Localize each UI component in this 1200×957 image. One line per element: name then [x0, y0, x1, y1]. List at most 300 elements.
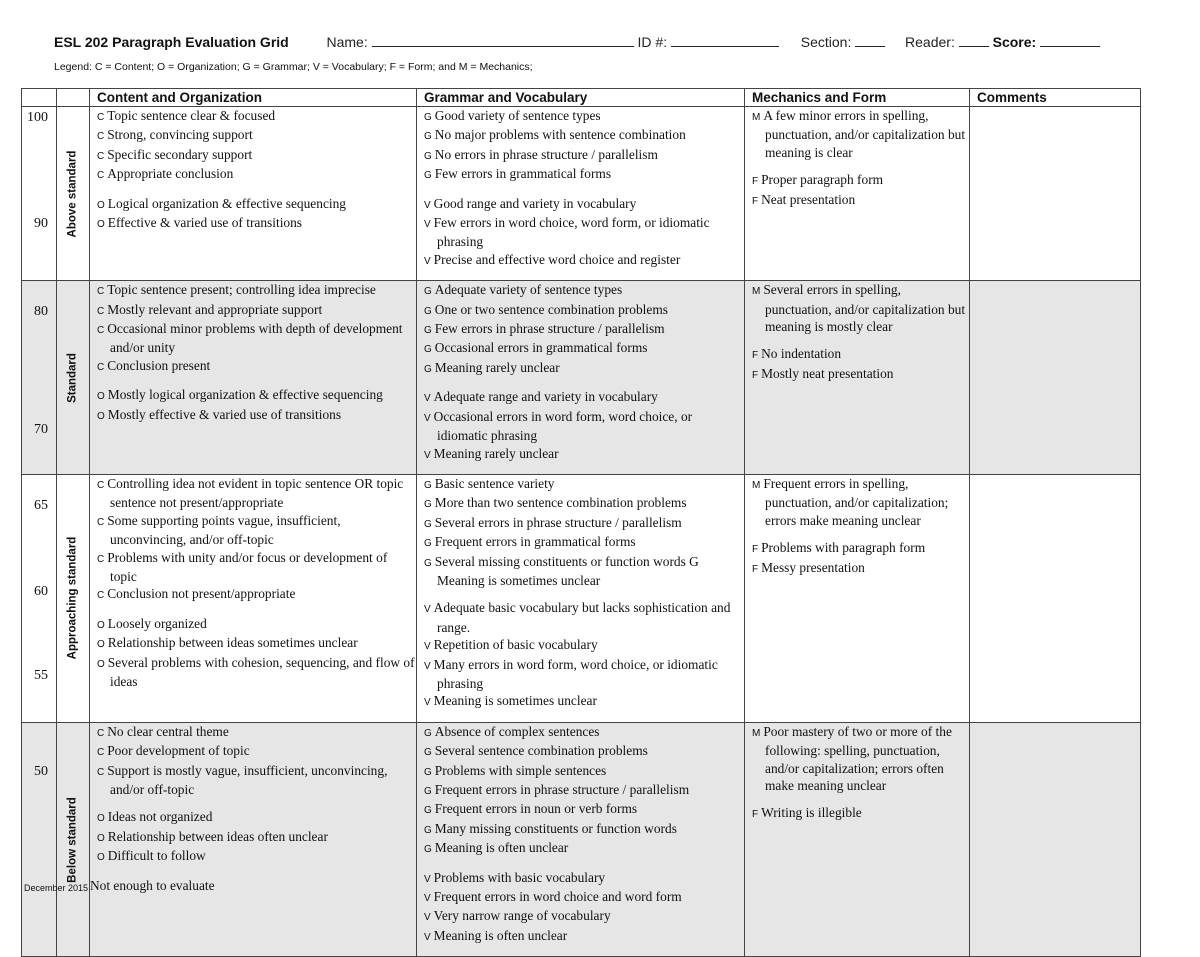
- criterion-item: [417, 339, 744, 358]
- criterion-item: [90, 877, 416, 894]
- criterion-code: G: [424, 766, 432, 778]
- criterion-code: V: [424, 660, 431, 672]
- criterion-item: [417, 514, 744, 533]
- criterion-code: M: [752, 286, 761, 298]
- criterion-text: Occasional errors in word form, word choice, or idiomatic phrasing: [433, 408, 693, 444]
- criterion-code: G: [424, 112, 432, 123]
- criterion-item: [745, 281, 969, 335]
- criterion-text: Proper paragraph form: [761, 172, 884, 188]
- mechanics-cell: [745, 107, 970, 281]
- criterion-code: G: [424, 805, 432, 817]
- criterion-text: Very narrow range of vocabulary: [433, 908, 611, 924]
- criterion-text: Relationship between ideas sometimes unclear: [107, 635, 358, 651]
- criterion-text: Few errors in word choice, word form, or idiomatic phrasing: [433, 215, 710, 250]
- grammar-cell: [417, 107, 745, 281]
- column-header-content: Content and Organization: [90, 89, 417, 107]
- band-column-header: [57, 89, 90, 107]
- criterion-text: Several sentence combination problems: [434, 743, 648, 759]
- comments-cell[interactable]: [970, 722, 1141, 956]
- band-label-cell: [57, 107, 90, 281]
- criterion-item: [417, 742, 744, 761]
- criterion-item: [90, 214, 416, 233]
- criterion-code: C: [97, 170, 105, 182]
- legend: Legend: C = Content; O = Organization; G = Grammar; V = Vocabulary; F = Form; and M = Mechanics;: [54, 61, 533, 73]
- score-value: 65: [34, 497, 48, 513]
- criterion-text: Mostly logical organization & effective sequencing: [107, 387, 383, 403]
- criterion-item: [417, 281, 744, 300]
- criterion-code: V: [424, 449, 431, 461]
- criterion-text: Ideas not organized: [107, 809, 213, 825]
- criterion-code: C: [97, 286, 105, 298]
- criteria-group: [90, 615, 416, 691]
- criterion-code: C: [97, 131, 105, 143]
- score-label: Score:: [992, 34, 1037, 50]
- criterion-code: V: [424, 219, 431, 231]
- criterion-item: [90, 634, 416, 653]
- criterion-code: C: [97, 766, 105, 778]
- criteria-group: [417, 388, 744, 464]
- criterion-text: Absence of complex sentences: [434, 723, 600, 739]
- criterion-code: G: [424, 824, 432, 836]
- criterion-item: [90, 195, 416, 214]
- band-label: Below standard: [66, 796, 79, 883]
- header-row: [22, 89, 1141, 107]
- criterion-item: [90, 386, 416, 405]
- criterion-item: [90, 828, 416, 847]
- criterion-code: O: [97, 199, 105, 211]
- criterion-text: No clear central theme: [107, 723, 229, 739]
- criterion-code: G: [424, 844, 432, 856]
- criterion-code: G: [424, 557, 432, 569]
- criterion-item: [90, 654, 416, 691]
- criterion-item: [90, 406, 416, 425]
- mechanics-cell: [745, 474, 970, 722]
- criterion-text: Topic sentence present; controlling idea imprecise: [107, 282, 376, 298]
- criterion-item: [417, 820, 744, 839]
- criterion-item: [417, 359, 744, 378]
- criterion-text: Support is mostly vague, insufficient, unconvincing, and/or off-topic: [107, 762, 388, 797]
- criterion-item: [745, 475, 969, 529]
- criteria-group: [745, 345, 969, 384]
- criterion-code: V: [424, 412, 431, 424]
- criterion-item: [745, 804, 969, 823]
- criterion-code: F: [752, 195, 759, 207]
- criterion-item: [90, 107, 416, 126]
- criterion-code: F: [752, 350, 759, 362]
- criterion-code: G: [424, 131, 432, 143]
- score-range-cell: [22, 474, 57, 722]
- criterion-text: Poor development of topic: [107, 743, 250, 759]
- criterion-text: Few errors in grammatical forms: [434, 166, 612, 182]
- criterion-item: [745, 365, 969, 384]
- criterion-item: [90, 762, 416, 799]
- criterion-code: G: [424, 363, 432, 375]
- band-label: Above standard: [66, 150, 79, 238]
- criterion-code: F: [752, 176, 759, 188]
- criterion-code: C: [97, 727, 105, 739]
- criterion-item: [417, 126, 744, 145]
- criteria-group: [417, 869, 744, 947]
- criteria-group: [417, 281, 744, 378]
- criterion-text: Not enough to evaluate: [90, 877, 215, 893]
- criterion-item: [90, 808, 416, 827]
- score-column-header: [22, 89, 57, 107]
- criterion-item: [417, 165, 744, 184]
- criterion-item: [417, 195, 744, 214]
- criterion-code: O: [97, 852, 105, 864]
- criterion-code: G: [424, 727, 432, 739]
- criterion-text: Effective & varied use of transitions: [107, 215, 303, 231]
- criteria-group: [90, 723, 416, 799]
- criterion-text: Problems with paragraph form: [761, 540, 926, 556]
- criterion-item: [417, 146, 744, 165]
- criterion-code: F: [752, 809, 759, 821]
- criterion-code: C: [97, 479, 105, 491]
- criterion-text: Frequent errors in phrase structure / parallelism: [434, 782, 690, 797]
- criteria-group: [745, 723, 969, 795]
- criterion-code: M: [752, 727, 761, 739]
- criteria-group: [90, 281, 416, 376]
- criterion-text: Frequent errors in spelling, punctuation, and/or capitalization; errors make meaning unclear: [763, 475, 949, 528]
- band-label-cell: [57, 474, 90, 722]
- criterion-code: F: [752, 563, 759, 575]
- score-range-cell: [22, 107, 57, 281]
- criterion-item: [417, 599, 744, 636]
- criterion-code: G: [424, 747, 432, 759]
- criterion-item: [417, 927, 744, 946]
- content-cell: [90, 474, 417, 722]
- header-line: [54, 33, 1144, 53]
- criterion-code: C: [97, 325, 105, 337]
- criterion-text: Basic sentence variety: [434, 475, 555, 491]
- criterion-text: Precise and effective word choice and register: [433, 251, 681, 267]
- criterion-item: [90, 549, 416, 586]
- criteria-group: [417, 107, 744, 185]
- criterion-item: [417, 214, 744, 251]
- criterion-text: Loosely organized: [107, 615, 207, 631]
- criterion-item: [417, 301, 744, 320]
- criterion-item: [90, 585, 416, 604]
- criterion-text: Poor mastery of two or more of the following: spelling, punctuation, and/or capitalization; errors often make meaning unclear: [763, 723, 952, 793]
- criterion-text: Problems with basic vocabulary: [433, 869, 606, 885]
- criterion-item: [745, 191, 969, 210]
- criterion-code: C: [97, 361, 105, 373]
- band-row: [22, 281, 1141, 475]
- criterion-code: O: [97, 410, 105, 422]
- content-cell: [90, 281, 417, 475]
- criterion-item: [90, 742, 416, 761]
- page-title: ESL 202 Paragraph Evaluation Grid: [54, 34, 289, 50]
- band-row: [22, 474, 1141, 722]
- criterion-code: M: [752, 479, 761, 491]
- criterion-code: G: [424, 538, 432, 550]
- column-header-grammar: Grammar and Vocabulary: [417, 89, 745, 107]
- criterion-text: Frequent errors in grammatical forms: [434, 534, 636, 550]
- criteria-group: [90, 475, 416, 605]
- criterion-item: [417, 800, 744, 819]
- criterion-text: A few minor errors in spelling, punctuation, and/or capitalization but meaning is clear: [763, 108, 966, 160]
- criterion-text: Meaning is often unclear: [433, 927, 568, 943]
- criterion-item: [417, 781, 744, 800]
- score-range-cell: [22, 281, 57, 475]
- criteria-group: [90, 195, 416, 234]
- mechanics-cell: [745, 722, 970, 956]
- criterion-text: Mostly effective & varied use of transitions: [107, 406, 342, 422]
- criterion-item: [90, 146, 416, 165]
- criterion-code: C: [97, 590, 105, 602]
- criterion-text: Several missing constituents or function words G Meaning is sometimes unclear: [434, 553, 699, 588]
- criterion-code: O: [97, 658, 105, 670]
- criterion-code: G: [424, 170, 432, 182]
- criteria-group: [745, 475, 969, 529]
- criterion-code: G: [424, 305, 432, 317]
- criterion-item: [417, 408, 744, 445]
- criterion-text: Frequent errors in noun or verb forms: [434, 801, 638, 817]
- criterion-text: Messy presentation: [761, 559, 865, 575]
- criteria-group: [90, 386, 416, 425]
- criterion-item: [417, 107, 744, 126]
- criterion-text: Good variety of sentence types: [434, 108, 601, 123]
- criterion-item: [90, 723, 416, 742]
- criterion-text: Strong, convincing support: [107, 127, 253, 143]
- criterion-text: Problems with unity and/or focus or development of topic: [107, 549, 388, 584]
- criterion-item: [417, 533, 744, 552]
- column-header-mechanics: Mechanics and Form: [745, 89, 970, 107]
- criterion-text: Many missing constituents or function words: [434, 820, 677, 836]
- criterion-text: Several errors in phrase structure / parallelism: [434, 514, 682, 530]
- score-value: 80: [34, 304, 48, 320]
- criterion-text: Many errors in word form, word choice, or idiomatic phrasing: [433, 656, 718, 691]
- criterion-code: F: [752, 369, 759, 381]
- criterion-text: Meaning is often unclear: [434, 840, 569, 856]
- content-cell: [90, 722, 417, 956]
- criterion-code: O: [97, 639, 105, 651]
- criterion-code: G: [424, 150, 432, 162]
- criterion-code: G: [424, 499, 432, 511]
- criterion-code: V: [424, 393, 431, 405]
- criterion-code: V: [424, 641, 431, 653]
- criterion-item: [90, 281, 416, 300]
- criterion-code: G: [424, 786, 432, 797]
- criterion-code: G: [424, 325, 432, 337]
- criterion-item: [417, 553, 744, 590]
- score-value: 50: [34, 763, 48, 779]
- criterion-code: V: [424, 912, 431, 924]
- criterion-item: [417, 762, 744, 781]
- reader-label: Reader:: [905, 34, 955, 50]
- criteria-group: [90, 107, 416, 185]
- criterion-text: Relationship between ideas often unclear: [107, 828, 328, 844]
- criterion-item: [90, 615, 416, 634]
- band-row: [22, 107, 1141, 281]
- criterion-text: Meaning rarely unclear: [434, 359, 560, 375]
- grammar-cell: [417, 281, 745, 475]
- criterion-item: [417, 888, 744, 907]
- criterion-code: C: [97, 150, 105, 162]
- criterion-code: G: [424, 518, 432, 530]
- criterion-text: Meaning is sometimes unclear: [433, 693, 597, 709]
- criterion-item: [417, 475, 744, 494]
- criterion-item: [745, 171, 969, 190]
- criterion-text: Adequate basic vocabulary but lacks sophistication and range.: [433, 600, 731, 635]
- criterion-text: Meaning rarely unclear: [433, 445, 559, 461]
- criteria-group: [745, 804, 969, 823]
- criterion-code: C: [97, 516, 105, 528]
- criteria-group: [745, 281, 969, 335]
- evaluation-grid: [21, 88, 1141, 957]
- criterion-code: C: [97, 747, 105, 759]
- criterion-code: O: [97, 219, 105, 231]
- criterion-item: [745, 723, 969, 795]
- criterion-code: V: [424, 199, 431, 211]
- section-label: Section:: [800, 34, 852, 50]
- criterion-code: V: [424, 873, 431, 885]
- criterion-code: V: [424, 604, 431, 616]
- criterion-text: Several errors in spelling, punctuation, and/or capitalization but meaning is mostly clear: [763, 282, 966, 335]
- criterion-item: [90, 165, 416, 184]
- criterion-code: O: [97, 832, 105, 844]
- score-range-cell: [22, 722, 57, 956]
- criteria-group: [745, 107, 969, 161]
- score-value: 70: [34, 422, 48, 438]
- mechanics-cell: [745, 281, 970, 475]
- criterion-text: One or two sentence combination problems: [434, 301, 668, 317]
- criterion-item: [417, 445, 744, 464]
- criterion-text: Difficult to follow: [107, 848, 206, 864]
- criterion-code: V: [424, 893, 431, 905]
- content-cell: [90, 107, 417, 281]
- criterion-item: [417, 869, 744, 888]
- footer-date: December 2015: [24, 883, 89, 893]
- reader-field[interactable]: [959, 33, 989, 47]
- criterion-item: [90, 126, 416, 145]
- criterion-item: [417, 320, 744, 339]
- criterion-item: [745, 107, 969, 161]
- criterion-text: Good range and variety in vocabulary: [433, 195, 637, 211]
- criterion-item: [90, 320, 416, 357]
- criterion-item: [90, 475, 416, 512]
- criterion-item: [417, 723, 744, 742]
- criterion-text: Adequate variety of sentence types: [434, 282, 623, 298]
- criterion-item: [745, 345, 969, 364]
- criterion-text: Specific secondary support: [107, 146, 253, 162]
- grammar-cell: [417, 722, 745, 956]
- criterion-text: Adequate range and variety in vocabulary: [433, 389, 658, 405]
- criterion-text: Several problems with cohesion, sequencing, and flow of ideas: [107, 654, 415, 689]
- criteria-group: [417, 723, 744, 859]
- criteria-group: [90, 877, 416, 894]
- criterion-code: F: [752, 544, 759, 556]
- criterion-code: C: [97, 553, 105, 565]
- criterion-text: Conclusion present: [107, 357, 211, 373]
- criterion-code: V: [424, 931, 431, 943]
- name-label: Name:: [326, 34, 368, 50]
- criterion-text: Conclusion not present/appropriate: [107, 586, 296, 602]
- criterion-item: [417, 494, 744, 513]
- criterion-code: G: [424, 344, 432, 356]
- criterion-code: O: [97, 391, 105, 403]
- criterion-item: [90, 301, 416, 320]
- band-label: Approaching standard: [66, 537, 79, 660]
- criterion-item: [417, 692, 744, 711]
- criteria-group: [90, 808, 416, 866]
- score-value: 55: [34, 667, 48, 683]
- criterion-text: Problems with simple sentences: [434, 762, 607, 778]
- criterion-item: [90, 512, 416, 549]
- name-field[interactable]: [372, 33, 634, 47]
- criteria-group: [417, 599, 744, 711]
- criterion-text: Occasional minor problems with depth of development and/or unity: [107, 321, 403, 356]
- criterion-text: No indentation: [761, 346, 842, 362]
- criteria-group: [745, 171, 969, 210]
- criteria-group: [417, 475, 744, 589]
- criterion-item: [90, 357, 416, 376]
- score-value: 90: [34, 216, 48, 231]
- criterion-code: M: [752, 112, 761, 123]
- comments-cell[interactable]: [970, 107, 1141, 281]
- criterion-text: Topic sentence clear & focused: [107, 108, 276, 123]
- criteria-group: [417, 195, 744, 271]
- criterion-text: No errors in phrase structure / parallelism: [434, 146, 658, 162]
- score-value: 60: [34, 583, 48, 599]
- criterion-code: G: [424, 479, 432, 491]
- criterion-text: Writing is illegible: [761, 805, 862, 821]
- criterion-text: Occasional errors in grammatical forms: [434, 340, 648, 356]
- criterion-item: [90, 847, 416, 866]
- criterion-text: Repetition of basic vocabulary: [433, 637, 598, 653]
- criterion-text: Appropriate conclusion: [107, 166, 234, 182]
- criterion-text: No major problems with sentence combination: [434, 127, 686, 143]
- criterion-item: [417, 907, 744, 926]
- criterion-text: Logical organization & effective sequencing: [107, 195, 346, 211]
- criterion-item: [417, 656, 744, 693]
- criterion-text: Mostly neat presentation: [761, 365, 894, 381]
- comments-cell[interactable]: [970, 474, 1141, 722]
- criterion-code: O: [97, 813, 105, 825]
- criterion-item: [745, 559, 969, 578]
- criterion-code: C: [97, 305, 105, 317]
- criterion-item: [417, 636, 744, 655]
- criterion-text: Some supporting points vague, insufficient, unconvincing, and/or off-topic: [107, 512, 341, 548]
- criterion-text: Neat presentation: [761, 191, 856, 207]
- score-value: 100: [27, 110, 48, 125]
- grammar-cell: [417, 474, 745, 722]
- criterion-item: [745, 539, 969, 558]
- id-field[interactable]: [671, 33, 779, 47]
- criterion-code: O: [97, 619, 105, 631]
- criterion-text: Mostly relevant and appropriate support: [107, 301, 323, 317]
- score-field[interactable]: [1040, 33, 1100, 47]
- criterion-item: [417, 839, 744, 858]
- comments-cell[interactable]: [970, 281, 1141, 475]
- band-row: [22, 722, 1141, 956]
- criterion-code: V: [424, 255, 431, 267]
- criterion-code: G: [424, 286, 432, 298]
- id-label: ID #:: [637, 34, 668, 50]
- criterion-text: Frequent errors in word choice and word form: [433, 889, 682, 905]
- band-label-cell: [57, 722, 90, 956]
- criterion-text: More than two sentence combination problems: [434, 495, 687, 511]
- criterion-code: V: [424, 697, 431, 709]
- criterion-code: C: [97, 112, 105, 123]
- band-label: Standard: [66, 352, 79, 403]
- criterion-text: Few errors in phrase structure / parallelism: [434, 321, 665, 337]
- criterion-text: Controlling idea not evident in topic sentence OR topic sentence not present/appropriate: [107, 475, 404, 511]
- criterion-item: [417, 388, 744, 407]
- band-label-cell: [57, 281, 90, 475]
- section-field[interactable]: [855, 33, 885, 47]
- column-header-comments: Comments: [970, 89, 1141, 107]
